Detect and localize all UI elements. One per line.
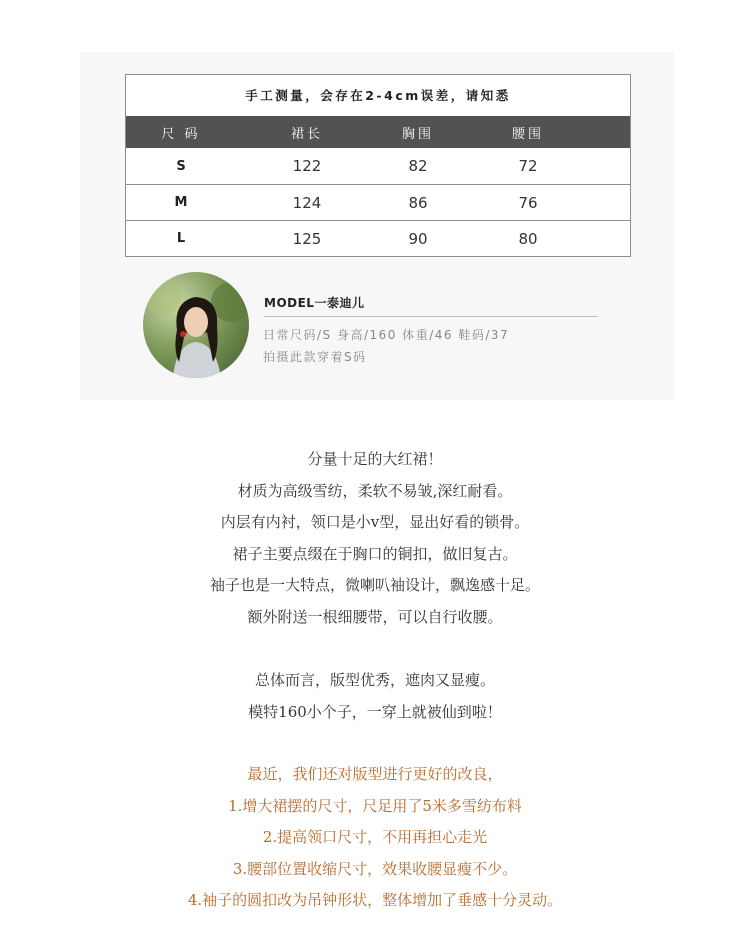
size-cell: M — [174, 195, 188, 210]
improvement-line: 4.袖子的圆扣改为吊钟形状，整体增加了垂感十分灵动。 — [187, 891, 563, 909]
bust-cell: 86 — [408, 193, 428, 212]
improvement-line: 3.腰部位置收缩尺寸，效果收腰显瘦不少。 — [232, 859, 518, 878]
description-line: 内层有内衬，领口是小v型，显出好看的锁骨。 — [220, 513, 530, 531]
table-row — [126, 148, 630, 184]
waist-cell: 76 — [518, 193, 538, 212]
size-cell: L — [176, 231, 186, 246]
size-cell: S — [176, 158, 186, 174]
model-name: MODEL一泰迪儿 — [264, 296, 365, 310]
description-block-features — [0, 444, 750, 633]
bust-cell: 82 — [408, 157, 428, 175]
length-cell: 122 — [292, 157, 322, 175]
measurement-note: 手工测量，会存在2-4cm误差，请知悉 — [245, 88, 511, 103]
waist-cell: 80 — [518, 229, 538, 248]
model-wearing-size: 拍摄此款穿着S码 — [263, 350, 367, 364]
model-avatar — [143, 272, 249, 378]
header-size: 尺 码 — [161, 126, 201, 142]
improvement-line: 最近，我们还对版型进行更好的改良， — [247, 765, 503, 783]
model-photo-illustration — [143, 272, 249, 378]
description-line: 总体而言，版型优秀，遮肉又显瘦。 — [254, 671, 495, 689]
table-header-row — [126, 116, 630, 148]
waist-cell: 72 — [518, 157, 538, 175]
size-chart-table — [125, 74, 631, 257]
description-block-summary — [0, 665, 750, 728]
description-block-improvements — [0, 759, 750, 917]
improvement-line: 2.提高领口尺寸，不用再担心走光 — [262, 828, 488, 846]
description-line: 分量十足的大红裙！ — [307, 450, 443, 468]
description-line: 裙子主要点缀在于胸口的铜扣，做旧复古。 — [232, 544, 518, 563]
model-stats: 日常尺码/S 身高/160 体重/46 鞋码/37 — [263, 328, 510, 342]
description-line: 模特160小个子，一穿上就被仙到啦！ — [248, 702, 502, 721]
length-cell: 125 — [292, 229, 322, 248]
table-row — [126, 184, 630, 220]
header-bust: 胸围 — [401, 126, 434, 142]
description-line: 袖子也是一大特点，微喇叭袖设计，飘逸感十足。 — [209, 576, 540, 594]
header-length: 裙长 — [290, 126, 323, 142]
improvement-line: 1.增大裙摆的尺寸，尺足用了5米多雪纺布料 — [228, 796, 522, 815]
length-cell: 124 — [292, 193, 322, 212]
description-line: 额外附送一根细腰带，可以自行收腰。 — [247, 607, 503, 626]
header-waist: 腰围 — [511, 126, 544, 142]
model-divider — [264, 316, 598, 317]
table-row — [126, 220, 630, 256]
description-line: 材质为高级雪纺，柔软不易皱,深红耐看。 — [237, 481, 513, 500]
size-info-panel — [80, 52, 674, 400]
bust-cell: 90 — [408, 229, 428, 248]
